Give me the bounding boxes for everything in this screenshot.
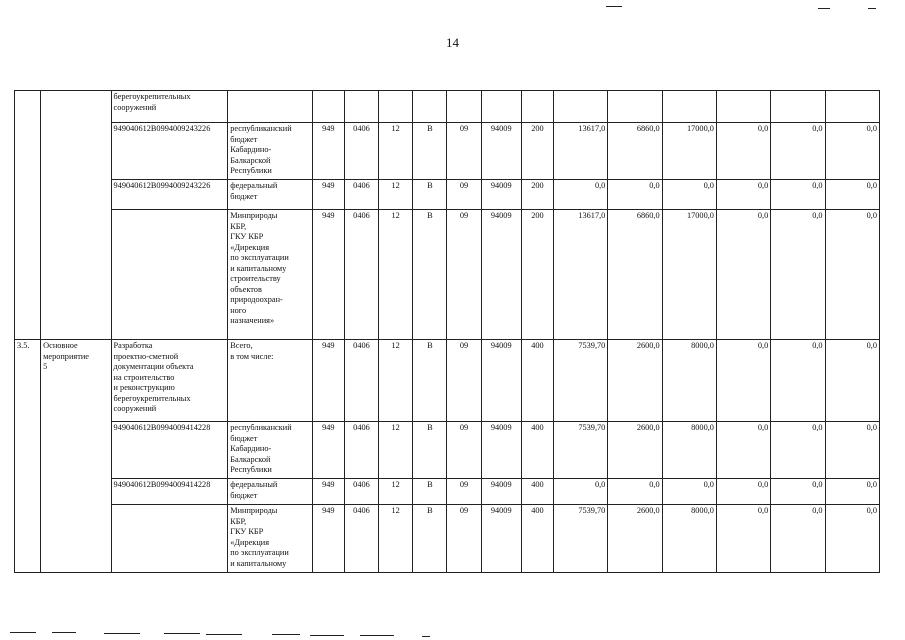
row-number-cell: 3.5.	[15, 340, 41, 573]
amount-cell: 8000,0	[662, 505, 716, 573]
amount-cell: 0,0	[716, 210, 770, 340]
gp-cell: 12	[379, 210, 413, 340]
om-cell: 09	[447, 180, 481, 210]
pgp-cell: В	[413, 180, 447, 210]
om-cell: 09	[447, 210, 481, 340]
row-number-cell	[15, 91, 41, 340]
amount-cell: 0,0	[662, 479, 716, 505]
gp-cell: 12	[379, 180, 413, 210]
amount-cell: 0,0	[716, 505, 770, 573]
amount-cell: 0,0	[771, 479, 825, 505]
amount-cell: 0,0	[662, 180, 716, 210]
table-row	[15, 210, 880, 340]
table-row	[15, 91, 880, 123]
gr-cell: 949	[312, 123, 344, 180]
amount-cell: 6860,0	[608, 123, 662, 180]
direction-cell: 94009	[481, 422, 521, 479]
amount-cell: 0,0	[825, 505, 879, 573]
amount-cell: 7539,70	[554, 505, 608, 573]
gp-cell: 12	[379, 505, 413, 573]
gp-cell: 12	[379, 340, 413, 422]
rz-pr-cell: 0406	[344, 422, 378, 479]
scan-artifact	[868, 8, 876, 9]
amount-cell: 0,0	[716, 340, 770, 422]
pgp-cell: В	[413, 210, 447, 340]
amount-cell: 7539,70	[554, 422, 608, 479]
table-row	[15, 180, 880, 210]
amount-cell: 0,0	[771, 340, 825, 422]
direction-cell: 94009	[481, 479, 521, 505]
amount-cell: 17000,0	[662, 210, 716, 340]
amount-cell: 2600,0	[608, 422, 662, 479]
gr-cell: 949	[312, 505, 344, 573]
table-row	[15, 340, 880, 422]
rz-pr-cell: 0406	[344, 210, 378, 340]
om-cell: 09	[447, 422, 481, 479]
measure-name-cell: Разработка проектно-сметной документации объекта на строительство и реконструкцию берегоукрепительных сооружений	[111, 340, 228, 422]
om-cell: 09	[447, 123, 481, 180]
pgp-cell: В	[413, 505, 447, 573]
measure-type-cell	[41, 91, 111, 340]
amount-cell: 0,0	[825, 479, 879, 505]
amount-cell: 7539,70	[554, 340, 608, 422]
scan-artifact	[360, 635, 394, 636]
vr-cell: 400	[521, 422, 553, 479]
amount-cell: 0,0	[608, 180, 662, 210]
amount-cell: 0,0	[771, 210, 825, 340]
amount-cell: 0,0	[608, 479, 662, 505]
amount-cell: 0,0	[825, 180, 879, 210]
direction-cell: 94009	[481, 340, 521, 422]
scan-artifact	[206, 634, 242, 635]
amount-cell: 0,0	[825, 340, 879, 422]
amount-cell: 0,0	[825, 422, 879, 479]
budget-table	[14, 90, 880, 573]
gr-cell: 949	[312, 210, 344, 340]
vr-cell: 200	[521, 180, 553, 210]
pgp-cell: В	[413, 340, 447, 422]
vr-cell: 400	[521, 479, 553, 505]
amount-cell: 13617,0	[554, 210, 608, 340]
pgp-cell: В	[413, 422, 447, 479]
amount-cell: 0,0	[771, 422, 825, 479]
rz-pr-cell: 0406	[344, 340, 378, 422]
om-cell: 09	[447, 479, 481, 505]
amount-cell: 0,0	[771, 180, 825, 210]
scan-artifact	[422, 636, 430, 637]
budget-code-cell: 949040612B0994009414228	[111, 422, 228, 479]
table-row	[15, 123, 880, 180]
amount-cell: 8000,0	[662, 422, 716, 479]
rz-pr-cell: 0406	[344, 505, 378, 573]
scan-artifact	[164, 633, 200, 634]
pgp-cell: В	[413, 123, 447, 180]
gr-cell: 949	[312, 180, 344, 210]
pgp-cell: В	[413, 479, 447, 505]
gr-cell: 949	[312, 479, 344, 505]
amount-cell: 0,0	[716, 123, 770, 180]
table-row	[15, 422, 880, 479]
amount-cell: 0,0	[716, 180, 770, 210]
amount-cell: 2600,0	[608, 505, 662, 573]
amount-cell: 13617,0	[554, 123, 608, 180]
budget-code-cell: 949040612B0994009243226	[111, 180, 228, 210]
amount-cell: 0,0	[716, 479, 770, 505]
source-cell: Всего, в том числе:	[228, 340, 312, 422]
amount-cell: 0,0	[825, 123, 879, 180]
gp-cell: 12	[379, 479, 413, 505]
direction-cell: 94009	[481, 505, 521, 573]
amount-cell: 0,0	[771, 505, 825, 573]
amount-cell: 0,0	[554, 479, 608, 505]
om-cell: 09	[447, 505, 481, 573]
gr-cell: 949	[312, 422, 344, 479]
vr-cell: 400	[521, 340, 553, 422]
rz-pr-cell: 0406	[344, 180, 378, 210]
direction-cell: 94009	[481, 210, 521, 340]
direction-cell: 94009	[481, 180, 521, 210]
amount-cell: 0,0	[825, 210, 879, 340]
vr-cell: 200	[521, 123, 553, 180]
scan-artifact	[272, 634, 300, 635]
amount-cell: 0,0	[771, 123, 825, 180]
gr-cell: 949	[312, 340, 344, 422]
table-row	[15, 505, 880, 573]
scan-artifact	[10, 632, 36, 633]
scan-artifact	[104, 633, 140, 634]
scan-artifact	[310, 635, 344, 636]
amount-cell: 6860,0	[608, 210, 662, 340]
measure-type-cell: Основное мероприятие 5	[41, 340, 111, 573]
amount-cell: 0,0	[554, 180, 608, 210]
budget-code-cell	[111, 505, 228, 573]
scan-artifact	[52, 632, 76, 633]
source-cell: республиканский бюджет Кабардино- Балкарской Республики	[228, 422, 312, 479]
source-cell: федеральный бюджет	[228, 479, 312, 505]
gp-cell: 12	[379, 422, 413, 479]
vr-cell: 200	[521, 210, 553, 340]
source-cell: Минприроды КБР, ГКУ КБР «Дирекция по эксплуатации и капитальному	[228, 505, 312, 573]
amount-cell: 8000,0	[662, 340, 716, 422]
amount-cell: 17000,0	[662, 123, 716, 180]
source-cell	[228, 91, 312, 123]
gp-cell: 12	[379, 123, 413, 180]
direction-cell: 94009	[481, 123, 521, 180]
source-cell: Минприроды КБР, ГКУ КБР «Дирекция по эксплуатации и капитальному строительству объектов природоохран- ного назначения»	[228, 210, 312, 340]
source-cell: республиканский бюджет Кабардино- Балкарской Республики	[228, 123, 312, 180]
amount-cell: 0,0	[716, 422, 770, 479]
table-row	[15, 479, 880, 505]
amount-cell: 2600,0	[608, 340, 662, 422]
om-cell: 09	[447, 340, 481, 422]
scan-artifact	[606, 6, 622, 7]
rz-pr-cell: 0406	[344, 479, 378, 505]
budget-code-cell: 949040612B0994009243226	[111, 123, 228, 180]
page-number: 14	[446, 35, 459, 50]
rz-pr-cell: 0406	[344, 123, 378, 180]
budget-code-cell	[111, 210, 228, 340]
scan-artifact	[818, 8, 830, 9]
source-cell: федеральный бюджет	[228, 180, 312, 210]
vr-cell: 400	[521, 505, 553, 573]
measure-name-cell: берегоукрепительных сооружений	[111, 91, 228, 123]
budget-code-cell: 949040612B0994009414228	[111, 479, 228, 505]
